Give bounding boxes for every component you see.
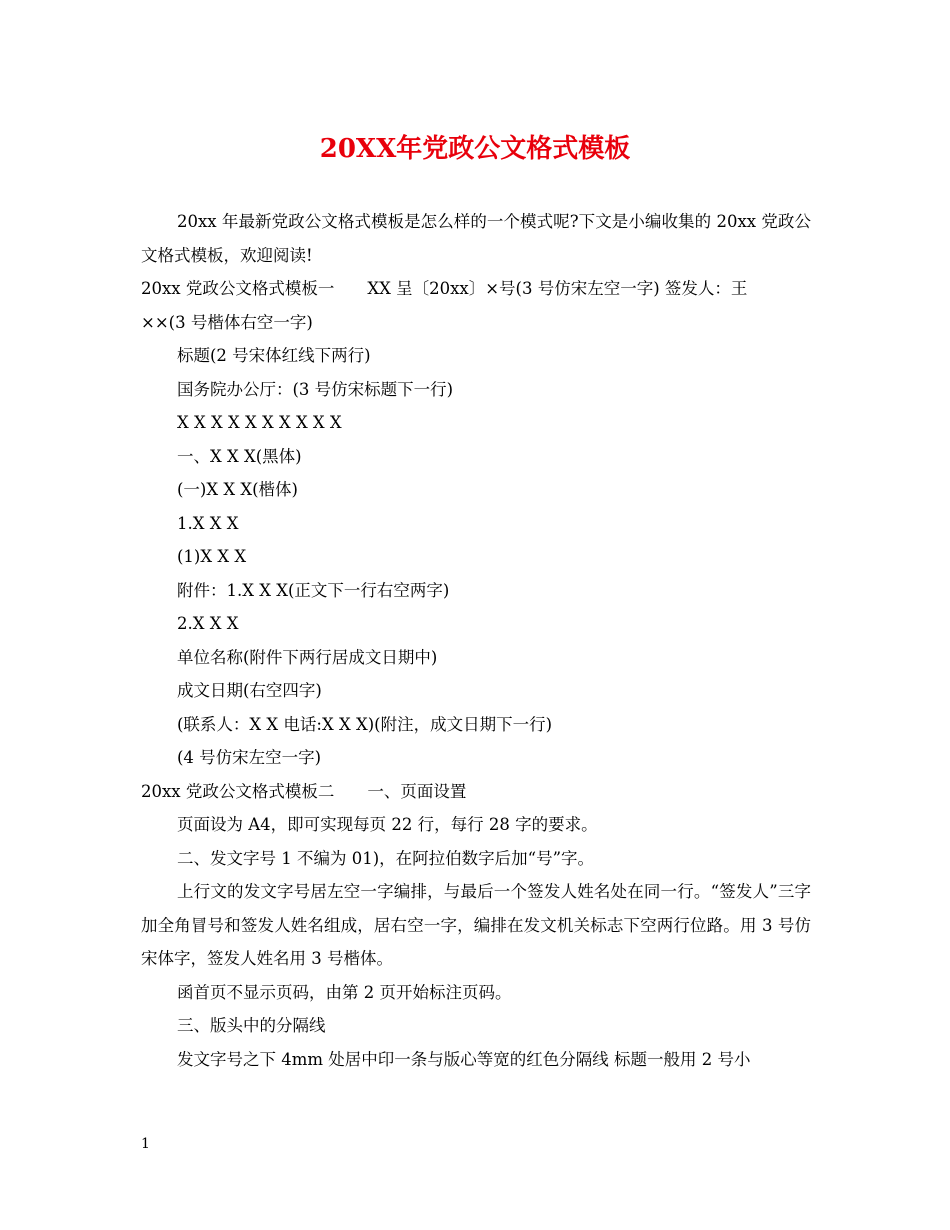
page-number: 1 (141, 1136, 150, 1152)
body-line-page-numbering: 函首页不显示页码，由第 2 页开始标注页码。 (177, 982, 512, 1002)
body-line-addressee: 国务院办公厅：(3 号仿宋标题下一行) (177, 379, 454, 399)
template-one-heading-line: 20xx 党政公文格式模板一 XX 呈〔20xx〕×号(3 号仿宋左空一字) 签发人：王 (141, 279, 748, 298)
body-line-level-one: 一、X X X(黑体) (177, 446, 302, 466)
document-title: 20XX年党政公文格式模板 (319, 134, 631, 164)
signer-line: ××(3 号楷体右空一字) (141, 312, 313, 332)
body-paragraph-signer-rules: 上行文的发文字号居左空一字编排，与最后一个签发人姓名处在同一行。“签发人”三字加全角冒号和签发人姓名组成，居右空一字，编排在发文机关标志下空两行位路。用 3 号仿宋体字，签发人姓名用 3 号楷体。 (141, 882, 811, 968)
body-line-date: 成文日期(右空四字) (177, 681, 322, 700)
body-line-contact: (联系人：X X 电话:X X X)(附注，成文日期下一行) (177, 714, 553, 734)
template-two-heading-line: 20xx 党政公文格式模板二 一、页面设置 (141, 781, 467, 801)
body-line-note: (4 号仿宋左空一字) (177, 748, 322, 767)
body-line-placeholder: X X X X X X X X X X (177, 413, 342, 432)
body-line-page-setup: 页面设为 A4，即可实现每页 22 行，每行 28 字的要求。 (177, 815, 598, 834)
body-line-attachment-one: 附件：1.X X X(正文下一行右空两字) (177, 580, 450, 600)
intro-paragraph: 20xx 年最新党政公文格式模板是怎么样的一个模式呢?下文是小编收集的 20xx 党政公文格式模板，欢迎阅读! (141, 212, 811, 265)
body-line-level-four: (1)X X X (177, 547, 247, 566)
body-line-level-three: 1.X X X (177, 513, 239, 533)
body-line-title: 标题(2 号宋体红线下两行) (177, 346, 371, 365)
document-body (141, 205, 811, 1076)
body-line-attachment-two: 2.X X X (177, 614, 239, 633)
body-line-unit-name: 单位名称(附件下两行居成文日期中) (177, 647, 438, 667)
body-line-doc-number: 二、发文字号 1 不编为 01)，在阿拉伯数字后加“号”字。 (177, 848, 595, 868)
body-line-separator-heading: 三、版头中的分隔线 (177, 1016, 326, 1035)
body-line-separator-rule: 发文字号之下 4mm 处居中印一条与版心等宽的红色分隔线 标题一般用 2 号小 (177, 1049, 751, 1069)
body-line-level-two: (一)X X X(楷体) (177, 480, 298, 499)
